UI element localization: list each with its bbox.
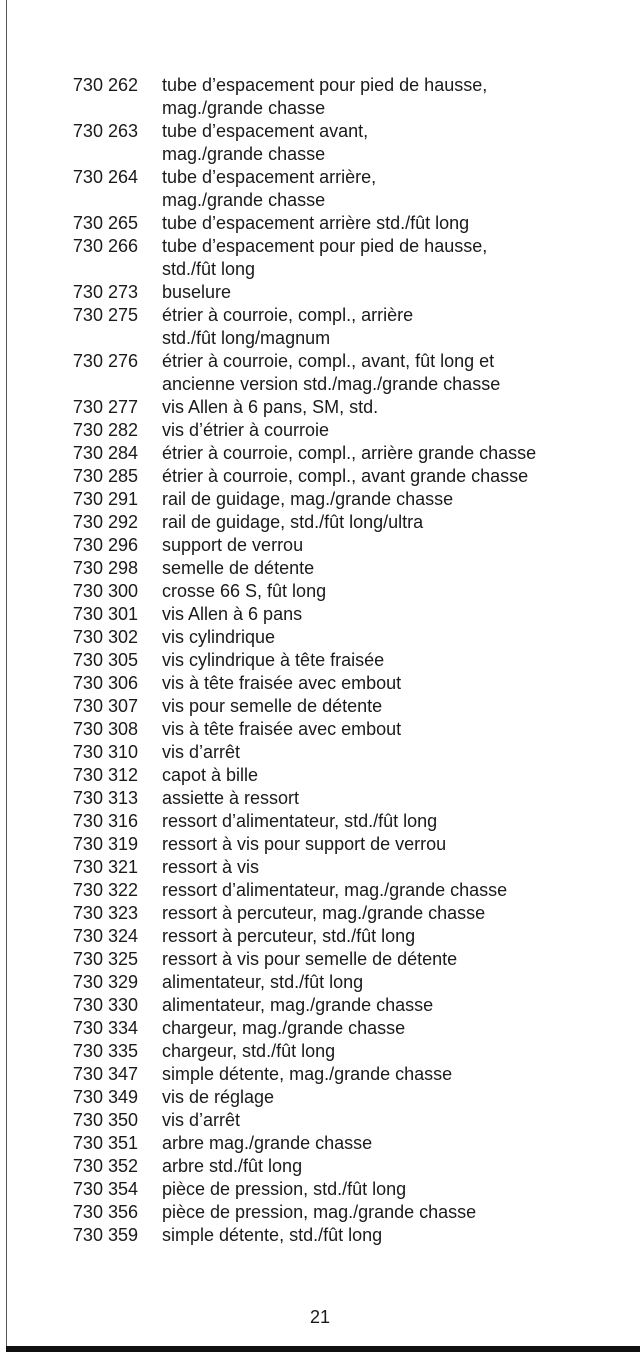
part-description xyxy=(162,488,632,511)
part-description xyxy=(162,833,632,856)
part-number: 730 264 xyxy=(72,167,138,187)
part-number: 730 312 xyxy=(72,765,138,785)
part-description xyxy=(162,1040,632,1063)
part-description xyxy=(162,741,632,764)
part-number: 730 301 xyxy=(72,604,138,624)
part-number: 730 285 xyxy=(72,466,138,486)
part-description xyxy=(162,1201,632,1224)
parts-list-row xyxy=(0,235,640,281)
part-description-line: tube d’espacement pour pied de hausse, xyxy=(162,236,488,256)
part-number: 730 284 xyxy=(72,443,138,463)
part-description xyxy=(162,810,632,833)
part-description xyxy=(162,1109,632,1132)
part-description xyxy=(162,603,632,626)
part-number: 730 352 xyxy=(72,1156,138,1176)
part-description-line: tube d’espacement pour pied de hausse, xyxy=(162,75,488,95)
part-description xyxy=(162,902,632,925)
part-description xyxy=(162,925,632,948)
part-number: 730 350 xyxy=(72,1110,138,1130)
part-number: 730 291 xyxy=(72,489,138,509)
part-description xyxy=(162,764,632,787)
part-description-line: alimentateur, mag./grande chasse xyxy=(162,995,434,1015)
part-number: 730 296 xyxy=(72,535,138,555)
part-description-line: simple détente, mag./grande chasse xyxy=(162,1064,453,1084)
part-number: 730 347 xyxy=(72,1064,138,1084)
part-number: 730 307 xyxy=(72,696,138,716)
part-description-line: vis cylindrique à tête fraisée xyxy=(162,650,385,670)
part-number: 730 282 xyxy=(72,420,138,440)
part-description xyxy=(162,718,632,741)
part-description-line: std./fût long/magnum xyxy=(162,328,331,348)
part-description-line: simple détente, std./fût long xyxy=(162,1225,383,1245)
part-number: 730 319 xyxy=(72,834,138,854)
parts-list-row xyxy=(0,833,640,856)
part-description-line: buselure xyxy=(162,282,232,302)
parts-list-row xyxy=(0,281,640,304)
part-description xyxy=(162,971,632,994)
part-number: 730 277 xyxy=(72,397,138,417)
part-number: 730 308 xyxy=(72,719,138,739)
part-number: 730 323 xyxy=(72,903,138,923)
parts-list-row xyxy=(0,465,640,488)
parts-list-row xyxy=(0,488,640,511)
parts-list-row xyxy=(0,1040,640,1063)
part-description xyxy=(162,212,632,235)
part-number: 730 298 xyxy=(72,558,138,578)
part-description xyxy=(162,557,632,580)
part-description xyxy=(162,442,632,465)
parts-list-row xyxy=(0,1132,640,1155)
part-description xyxy=(162,281,632,304)
parts-list-row xyxy=(0,396,640,419)
part-description-line: vis Allen à 6 pans, SM, std. xyxy=(162,397,379,417)
part-description-line: ressort à percuteur, mag./grande chasse xyxy=(162,903,486,923)
part-number: 730 276 xyxy=(72,351,138,371)
parts-list-row xyxy=(0,442,640,465)
part-description-line: vis cylindrique xyxy=(162,627,276,647)
part-description-line: tube d’espacement arrière, xyxy=(162,167,377,187)
parts-list-row xyxy=(0,511,640,534)
parts-list-row xyxy=(0,787,640,810)
part-number: 730 300 xyxy=(72,581,138,601)
parts-list-row xyxy=(0,1155,640,1178)
part-description xyxy=(162,948,632,971)
parts-list-row xyxy=(0,626,640,649)
part-description-line: semelle de détente xyxy=(162,558,315,578)
part-description-line: mag./grande chasse xyxy=(162,190,326,210)
parts-list-row xyxy=(0,718,640,741)
part-description-line: ressort à percuteur, std./fût long xyxy=(162,926,416,946)
part-description xyxy=(162,1155,632,1178)
part-description-line: tube d’espacement avant, xyxy=(162,121,369,141)
parts-list-row xyxy=(0,810,640,833)
part-number: 730 306 xyxy=(72,673,138,693)
part-description xyxy=(162,350,632,396)
parts-list-row xyxy=(0,580,640,603)
part-description xyxy=(162,120,632,166)
part-description xyxy=(162,1132,632,1155)
part-description-line: chargeur, std./fût long xyxy=(162,1041,336,1061)
part-description-line: arbre std./fût long xyxy=(162,1156,303,1176)
parts-list-row xyxy=(0,971,640,994)
parts-list-row xyxy=(0,1178,640,1201)
part-description-line: vis à tête fraisée avec embout xyxy=(162,719,402,739)
part-description xyxy=(162,580,632,603)
parts-list-row xyxy=(0,534,640,557)
part-number: 730 334 xyxy=(72,1018,138,1038)
parts-list-row xyxy=(0,1224,640,1247)
part-number: 730 330 xyxy=(72,995,138,1015)
parts-list-row xyxy=(0,1109,640,1132)
part-description-line: ressort à vis pour semelle de détente xyxy=(162,949,458,969)
part-description-line: étrier à courroie, compl., arrière xyxy=(162,305,414,325)
part-number: 730 351 xyxy=(72,1133,138,1153)
part-description xyxy=(162,695,632,718)
part-number: 730 335 xyxy=(72,1041,138,1061)
part-description xyxy=(162,304,632,350)
part-description-line: rail de guidage, std./fût long/ultra xyxy=(162,512,424,532)
parts-list-row xyxy=(0,1086,640,1109)
part-description xyxy=(162,235,632,281)
part-description-line: ressort à vis pour support de verrou xyxy=(162,834,447,854)
part-description-line: chargeur, mag./grande chasse xyxy=(162,1018,406,1038)
part-description xyxy=(162,1063,632,1086)
part-number: 730 349 xyxy=(72,1087,138,1107)
part-number: 730 359 xyxy=(72,1225,138,1245)
part-description-line: ancienne version std./mag./grande chasse xyxy=(162,374,501,394)
parts-list-row xyxy=(0,695,640,718)
part-number: 730 266 xyxy=(72,236,138,256)
parts-list-row xyxy=(0,1017,640,1040)
parts-list-row xyxy=(0,1063,640,1086)
parts-list-row xyxy=(0,419,640,442)
part-number: 730 329 xyxy=(72,972,138,992)
part-description-line: std./fût long xyxy=(162,259,256,279)
part-description-line: tube d’espacement arrière std./fût long xyxy=(162,213,470,233)
page-number: 21 xyxy=(309,1307,331,1327)
parts-list xyxy=(0,74,640,1247)
part-description-line: support de verrou xyxy=(162,535,304,555)
part-number: 730 292 xyxy=(72,512,138,532)
part-description xyxy=(162,649,632,672)
parts-list-row xyxy=(0,603,640,626)
part-description-line: vis de réglage xyxy=(162,1087,275,1107)
part-description xyxy=(162,1017,632,1040)
part-description xyxy=(162,419,632,442)
part-description-line: étrier à courroie, compl., arrière grande chasse xyxy=(162,443,537,463)
part-description-line: capot à bille xyxy=(162,765,259,785)
part-number: 730 273 xyxy=(72,282,138,302)
parts-list-row xyxy=(0,166,640,212)
part-number: 730 263 xyxy=(72,121,138,141)
parts-list-row xyxy=(0,649,640,672)
part-description xyxy=(162,787,632,810)
part-description-line: crosse 66 S, fût long xyxy=(162,581,327,601)
parts-list-row xyxy=(0,672,640,695)
part-number: 730 316 xyxy=(72,811,138,831)
part-description xyxy=(162,1224,632,1247)
part-description-line: ressort d’alimentateur, mag./grande chasse xyxy=(162,880,508,900)
parts-list-row xyxy=(0,741,640,764)
bottom-rule xyxy=(6,1346,640,1352)
part-description-line: vis à tête fraisée avec embout xyxy=(162,673,402,693)
parts-list-row xyxy=(0,557,640,580)
part-description xyxy=(162,1086,632,1109)
part-number: 730 275 xyxy=(72,305,138,325)
part-description-line: rail de guidage, mag./grande chasse xyxy=(162,489,454,509)
parts-list-row xyxy=(0,304,640,350)
parts-list-row xyxy=(0,120,640,166)
parts-list-row xyxy=(0,350,640,396)
part-description xyxy=(162,465,632,488)
part-description xyxy=(162,879,632,902)
part-description-line: vis d’étrier à courroie xyxy=(162,420,330,440)
part-number: 730 302 xyxy=(72,627,138,647)
part-description-line: étrier à courroie, compl., avant, fût long et xyxy=(162,351,495,371)
part-description xyxy=(162,534,632,557)
part-description-line: ressort d’alimentateur, std./fût long xyxy=(162,811,438,831)
part-description xyxy=(162,396,632,419)
part-description-line: pièce de pression, std./fût long xyxy=(162,1179,407,1199)
part-description-line: vis d’arrêt xyxy=(162,1110,241,1130)
part-number: 730 321 xyxy=(72,857,138,877)
part-number: 730 305 xyxy=(72,650,138,670)
part-description xyxy=(162,994,632,1017)
part-number: 730 265 xyxy=(72,213,138,233)
parts-list-row xyxy=(0,856,640,879)
part-number: 730 325 xyxy=(72,949,138,969)
part-number: 730 262 xyxy=(72,75,138,95)
part-description-line: assiette à ressort xyxy=(162,788,300,808)
part-description-line: mag./grande chasse xyxy=(162,144,326,164)
part-description-line: vis d’arrêt xyxy=(162,742,241,762)
parts-list-row xyxy=(0,925,640,948)
parts-list-row xyxy=(0,764,640,787)
parts-list-row xyxy=(0,212,640,235)
part-description xyxy=(162,74,632,120)
part-description-line: alimentateur, std./fût long xyxy=(162,972,364,992)
part-number: 730 356 xyxy=(72,1202,138,1222)
part-description xyxy=(162,1178,632,1201)
parts-list-row xyxy=(0,902,640,925)
part-description xyxy=(162,511,632,534)
part-description-line: pièce de pression, mag./grande chasse xyxy=(162,1202,477,1222)
part-description xyxy=(162,856,632,879)
parts-list-row xyxy=(0,879,640,902)
part-number: 730 354 xyxy=(72,1179,138,1199)
part-description-line: mag./grande chasse xyxy=(162,98,326,118)
parts-list-row xyxy=(0,994,640,1017)
part-number: 730 322 xyxy=(72,880,138,900)
part-description-line: ressort à vis xyxy=(162,857,260,877)
part-number: 730 324 xyxy=(72,926,138,946)
part-description xyxy=(162,166,632,212)
parts-list-row xyxy=(0,74,640,120)
part-description-line: arbre mag./grande chasse xyxy=(162,1133,373,1153)
part-number: 730 313 xyxy=(72,788,138,808)
parts-list-row xyxy=(0,948,640,971)
parts-list-row xyxy=(0,1201,640,1224)
part-description xyxy=(162,626,632,649)
part-number: 730 310 xyxy=(72,742,138,762)
part-description xyxy=(162,672,632,695)
part-description-line: étrier à courroie, compl., avant grande chasse xyxy=(162,466,529,486)
part-description-line: vis pour semelle de détente xyxy=(162,696,383,716)
part-description-line: vis Allen à 6 pans xyxy=(162,604,303,624)
